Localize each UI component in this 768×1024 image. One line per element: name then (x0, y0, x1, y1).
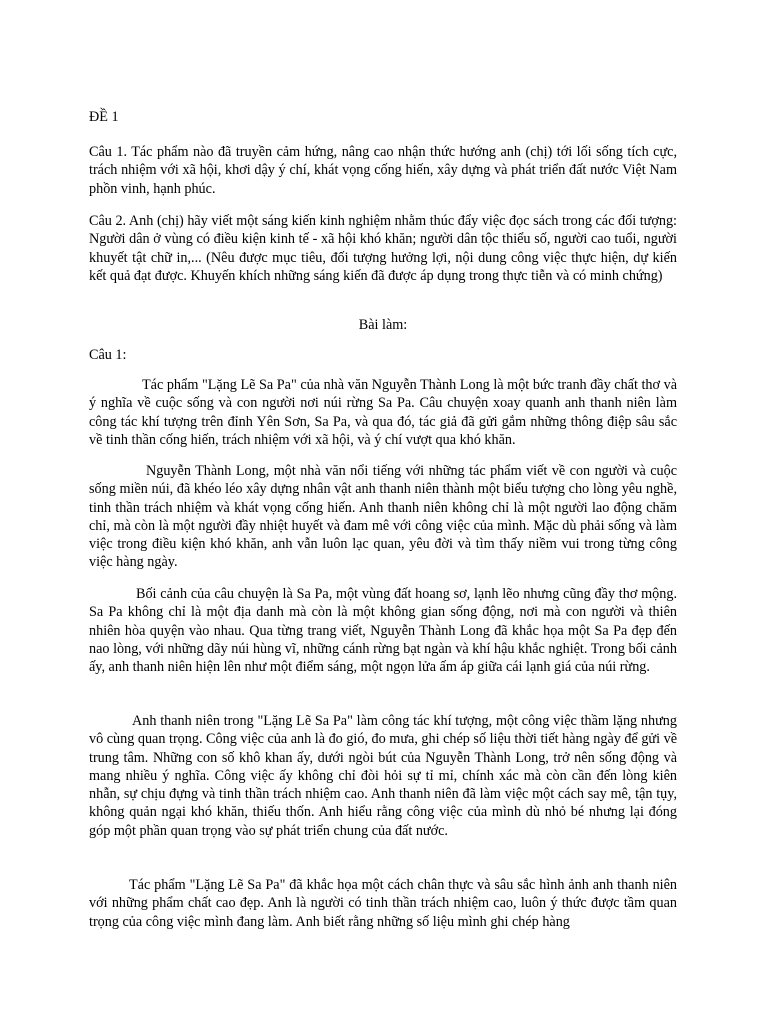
answer-title: Bài làm: (358, 317, 408, 333)
question-2: Câu 2. Anh (chị) hãy viết một sáng kiến kinh nghiệm nhằm thúc đẩy việc đọc sách trong các đối tượng: Người dân ở vùng có điều kiện kinh tế - xã hội khó khăn; người dân tộc thiểu số, người cao tuổi, người khuyết tật chữ in,... (Nêu được mục tiêu, đối tượng hưởng lợi, nội dung công việc thực hiện, dự kiến kết quả đạt được. Khuyến khích những sáng kiến đã được áp dụng trong thực tiễn và có minh chứng) (89, 213, 677, 284)
body-paragraph-3: Bối cảnh của câu chuyện là Sa Pa, một vùng đất hoang sơ, lạnh lẽo nhưng cũng đầy thơ mộng. Sa Pa không chỉ là một địa danh mà còn là một không gian sống động, nơi mà con người và thiên nhiên hòa quyện vào nhau. Qua từng trang viết, Nguyễn Thành Long đã khắc họa một Sa Pa đẹp đến nao lòng, với những dãy núi hùng vĩ, những cánh rừng bạt ngàn và khí hậu khắc nghiệt. Trong bối cảnh ấy, anh thanh niên hiện lên như một điểm sáng, một ngọn lửa ấm áp giữa cái lạnh giá của núi rừng. (89, 586, 677, 676)
body-paragraph-4: Anh thanh niên trong "Lặng Lẽ Sa Pa" làm công tác khí tượng, một công việc thầm lặng nhưng vô cùng quan trọng. Công việc của anh là đo gió, đo mưa, ghi chép số liệu thời tiết hàng ngày để gửi về trung tâm. Những con số khô khan ấy, dưới ngòi bút của Nguyễn Thành Long, trở nên sống động và mang nhiều ý nghĩa. Công việc ấy không chỉ đòi hỏi sự tỉ mỉ, chính xác mà còn cần đến lòng kiên nhẫn, sự chịu đựng và tinh thần trách nhiệm cao. Anh thanh niên đã làm việc một cách say mê, tận tụy, không quản ngại khó khăn, thiếu thốn. Anh hiểu rằng công việc của mình dù nhỏ bé nhưng lại đóng góp một phần quan trọng vào sự phát triển chung của đất nước. (89, 713, 677, 839)
body-paragraph-1: Tác phẩm "Lặng Lẽ Sa Pa" của nhà văn Nguyễn Thành Long là một bức tranh đầy chất thơ và ý nghĩa về cuộc sống và con người nơi núi rừng Sa Pa. Câu chuyện xoay quanh anh thanh niên làm công tác khí tượng trên đỉnh Yên Sơn, Sa Pa, và qua đó, tác giả đã gửi gắm những thông điệp sâu sắc về tinh thần cống hiến, trách nhiệm với xã hội, và ý chí vượt qua khó khăn. (89, 377, 677, 448)
body-paragraph-5: Tác phẩm "Lặng Lẽ Sa Pa" đã khắc họa một cách chân thực và sâu sắc hình ảnh anh thanh niên với những phẩm chất cao đẹp. Anh là người có tinh thần trách nhiệm cao, luôn ý thức được tầm quan trọng của công việc mình đang làm. Anh biết rằng những số liệu mình ghi chép hàng (89, 877, 677, 930)
exam-heading: ĐỀ 1 (89, 109, 119, 125)
question-1: Câu 1. Tác phẩm nào đã truyền cảm hứng, nâng cao nhận thức hướng anh (chị) tới lối sống tích cực, trách nhiệm với xã hội, khơi dậy ý chí, khát vọng cống hiến, xây dựng và phát triển đất nước Việt Nam phồn vinh, hạnh phúc. (89, 144, 677, 197)
body-paragraph-2: Nguyễn Thành Long, một nhà văn nổi tiếng với những tác phẩm viết về con người và cuộc sống miền núi, đã khéo léo xây dựng nhân vật anh thanh niên thành một biểu tượng cho lòng yêu nghề, tinh thần trách nhiệm và khát vọng cống hiến. Anh thanh niên không chỉ là một người lao động chăm chỉ, mà còn là một người đầy nhiệt huyết và đam mê với công việc của mình. Mặc dù phải sống và làm việc trong điều kiện khó khăn, anh vẫn luôn lạc quan, yêu đời và tìm thấy niềm vui trong từng công việc hàng ngày. (89, 463, 677, 571)
answer-1-label: Câu 1: (89, 347, 127, 363)
